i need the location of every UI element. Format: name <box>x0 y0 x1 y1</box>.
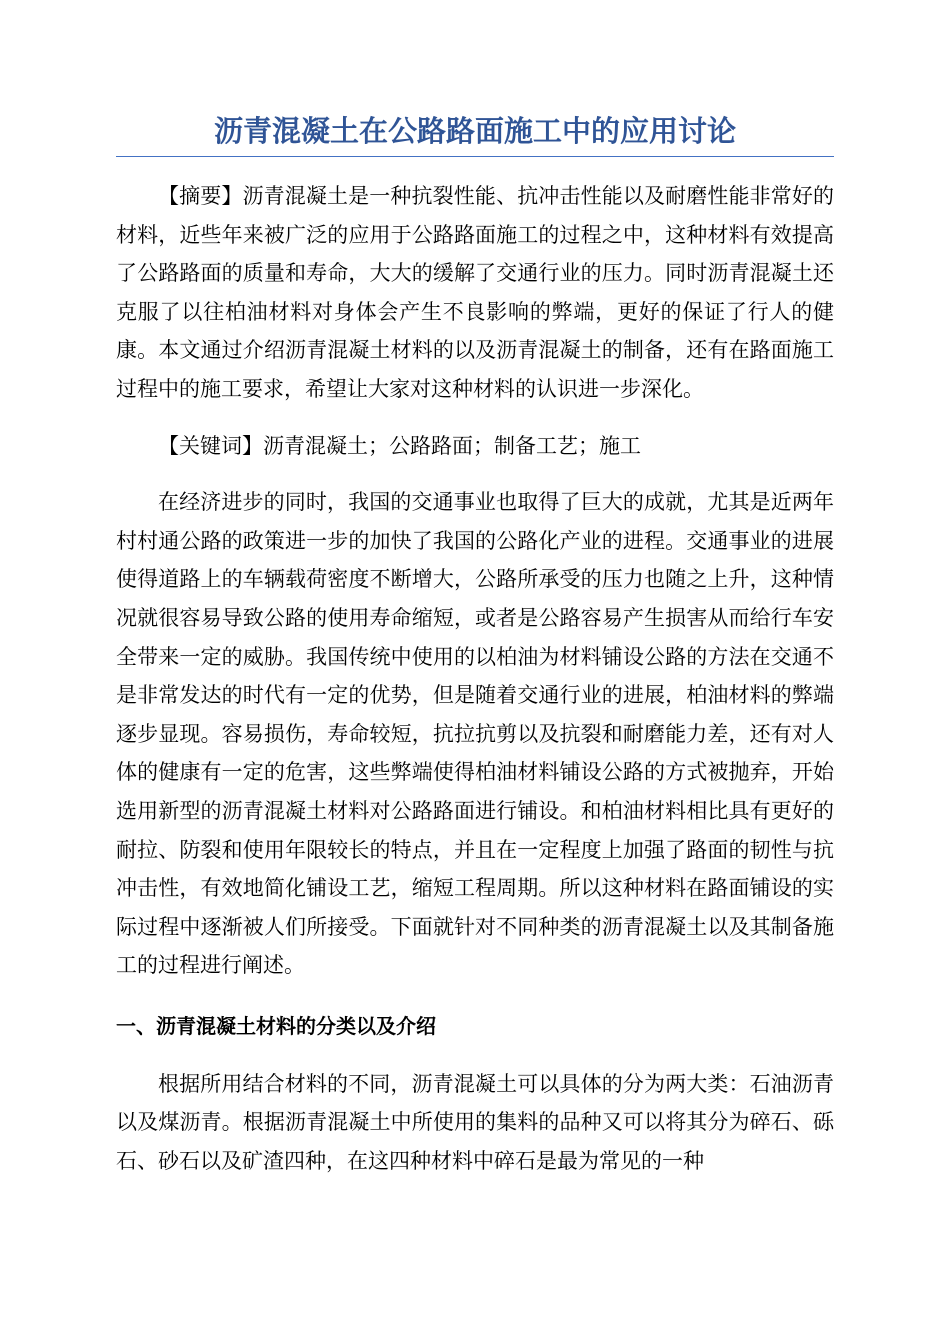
document-body <box>116 108 834 1181</box>
document-title: 沥青混凝土在公路路面施工中的应用讨论 <box>116 108 834 157</box>
section-1-heading: 一、沥青混凝土材料的分类以及介绍 <box>116 1013 436 1038</box>
abstract-paragraph: 【摘要】沥青混凝土是一种抗裂性能、抗冲击性能以及耐磨性能非常好的材料，近些年来被广泛的应用于公路路面施工的过程之中，这种材料有效提高了公路路面的质量和寿命，大大的缓解了交通行业的压力。同时沥青混凝土还克服了以往柏油材料对身体会产生不良影响的弊端，更好的保证了行人的健康。本文通过介绍沥青混凝土材料的以及沥青混凝土的制备，还有在路面施工过程中的施工要求，希望让大家对这种材料的认识进一步深化。 <box>116 184 834 401</box>
keywords-paragraph: 【关键词】沥青混凝土；公路路面；制备工艺；施工 <box>158 433 641 458</box>
intro-paragraph: 在经济进步的同时，我国的交通事业也取得了巨大的成就，尤其是近两年村村通公路的政策进一步的加快了我国的公路化产业的进程。交通事业的进展使得道路上的车辆载荷密度不断增大，公路所承受的压力也随之上升，这种情况就很容易导致公路的使用寿命缩短，或者是公路容易产生损害从而给行车安全带来一定的威胁。我国传统中使用的以柏油为材料铺设公路的方法在交通不是非常发达的时代有一定的优势，但是随着交通行业的进展，柏油材料的弊端逐步显现。容易损伤，寿命较短，抗拉抗剪以及抗裂和耐磨能力差，还有对人体的健康有一定的危害，这些弊端使得柏油材料铺设公路的方式被抛弃，开始选用新型的沥青混凝土材料对公路路面进行铺设。和柏油材料相比具有更好的耐拉、防裂和使用年限较长的特点，并且在一定程度上加强了路面的韧性与抗冲击性，有效地简化铺设工艺，缩短工程周期。所以这种材料在路面铺设的实际过程中逐渐被人们所接受。下面就针对不同种类的沥青混凝土以及其制备施工的过程进行阐述。 <box>116 490 834 978</box>
section-1-paragraph: 根据所用结合材料的不同，沥青混凝土可以具体的分为两大类：石油沥青以及煤沥青。根据沥青混凝土中所使用的集料的品种又可以将其分为碎石、砾石、砂石以及矿渣四种，在这四种材料中碎石是最为常见的一种 <box>116 1071 834 1174</box>
